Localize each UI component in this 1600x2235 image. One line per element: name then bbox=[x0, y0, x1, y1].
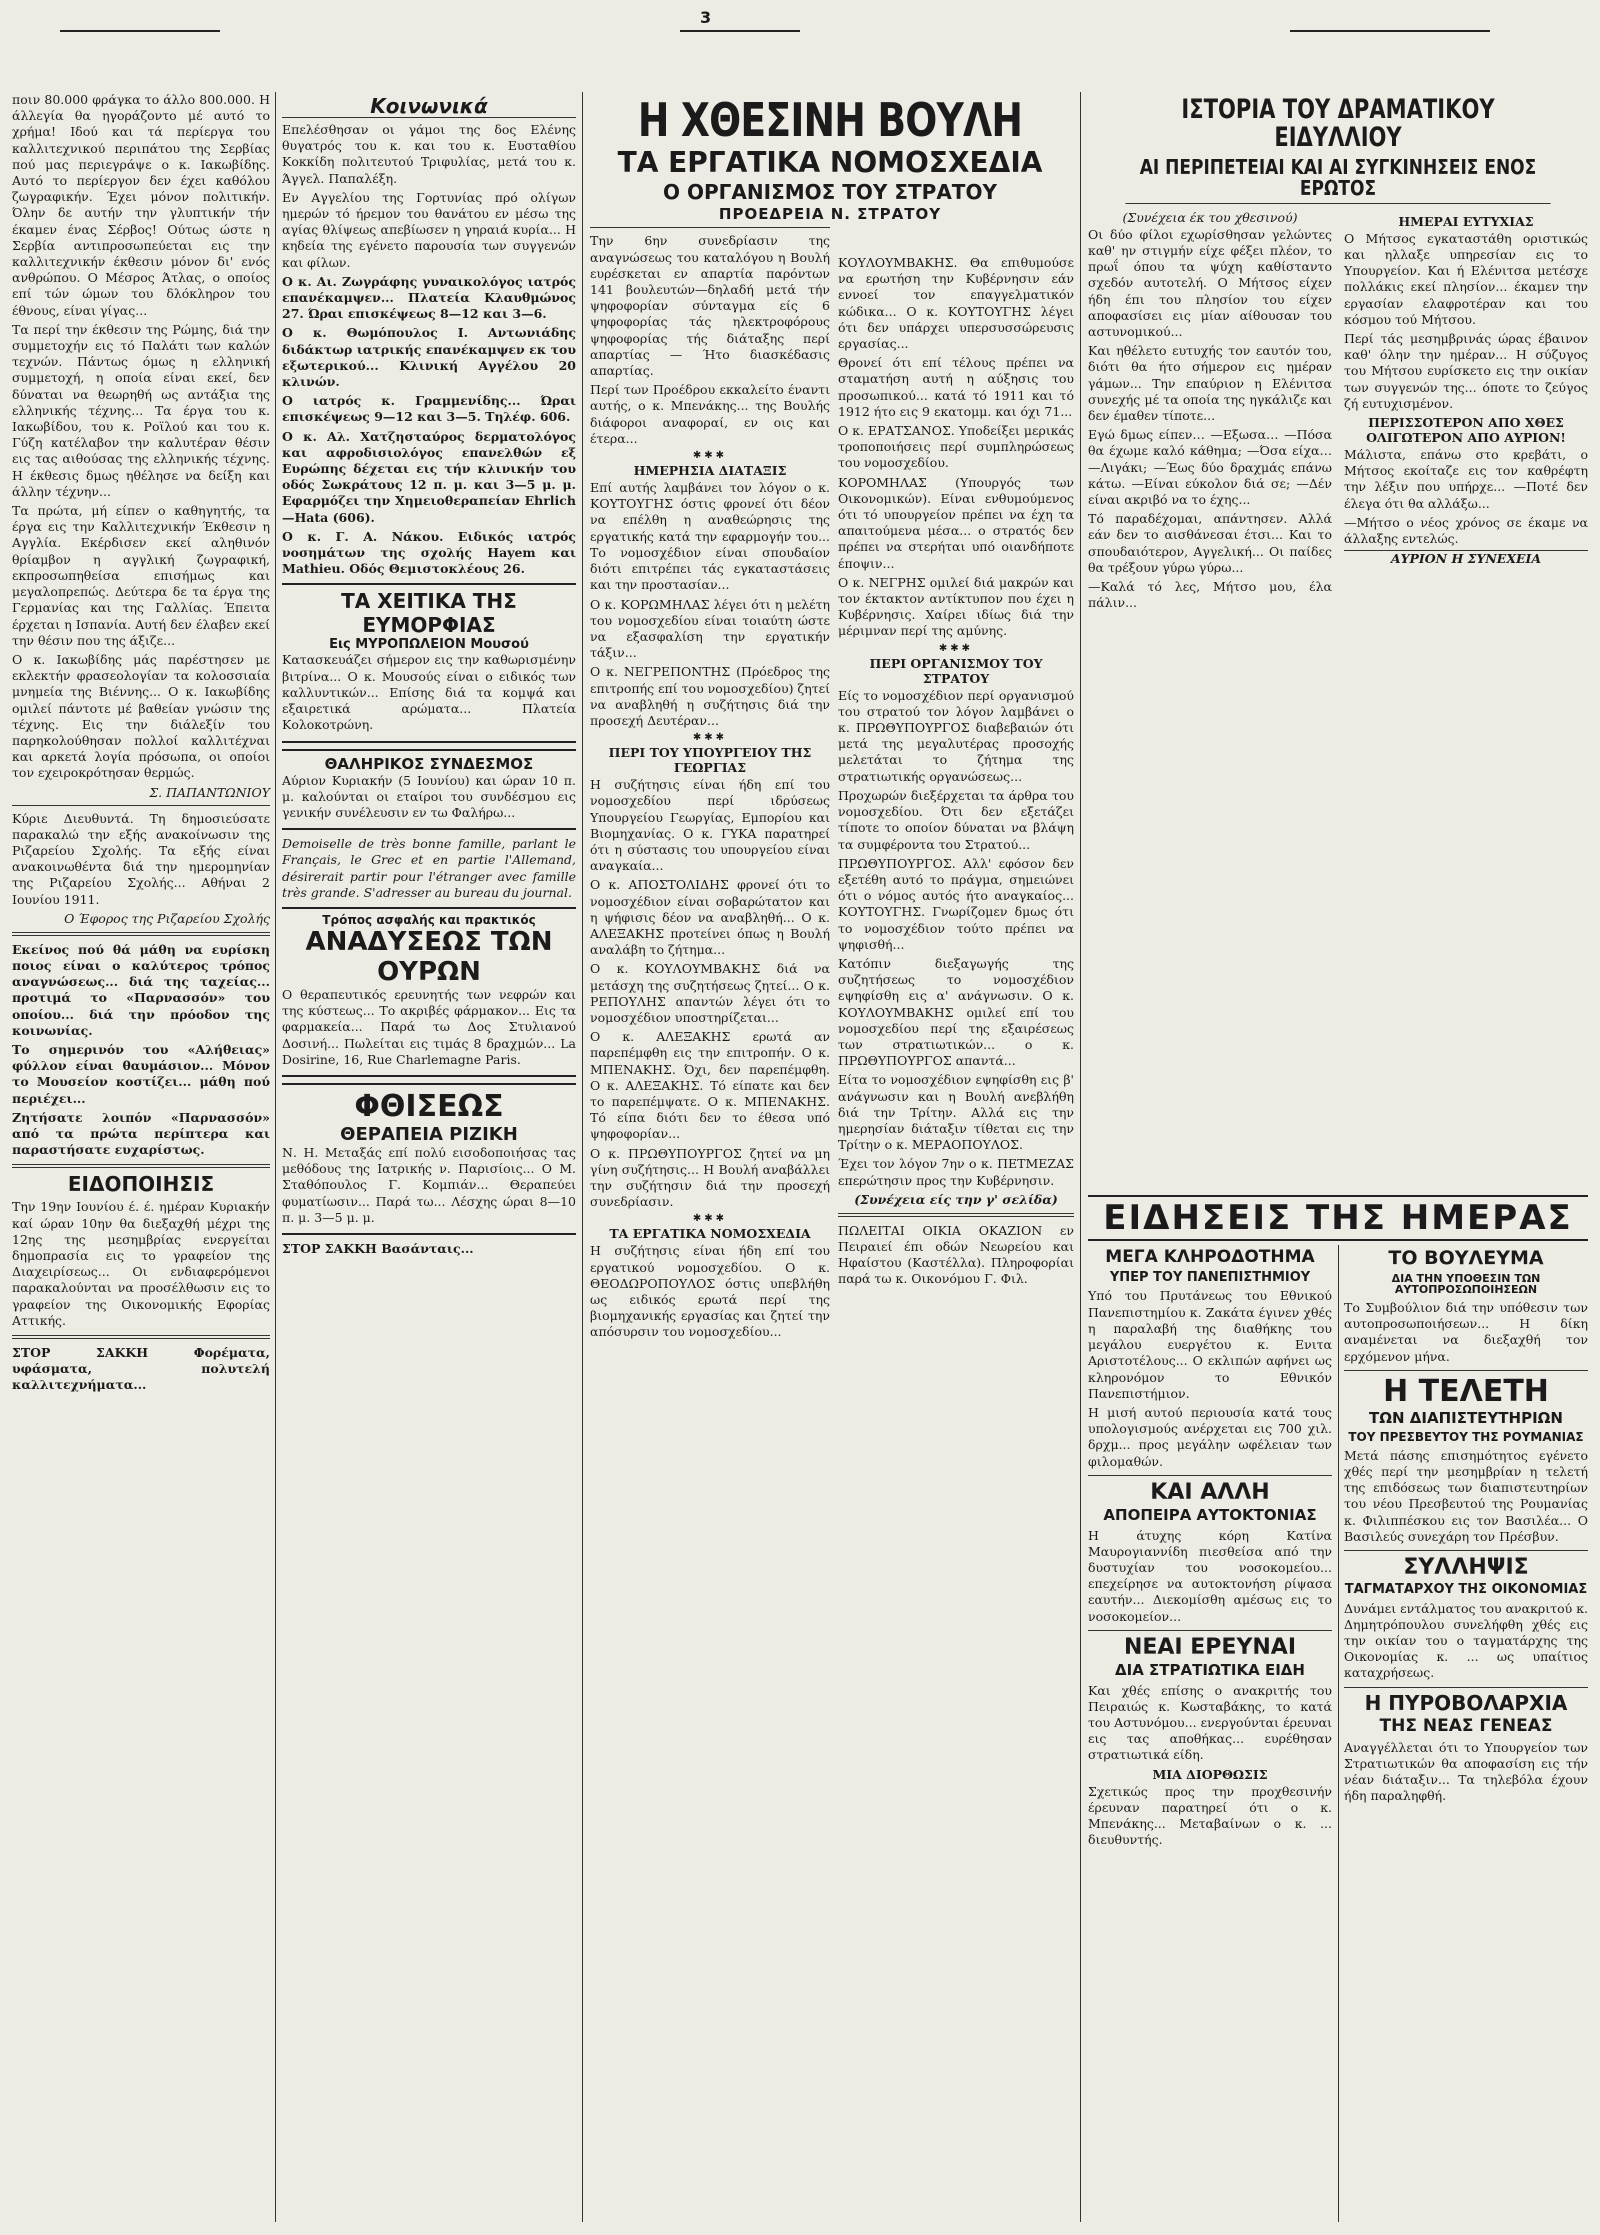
article-text: Την 6ην συνεδρίασιν της αναγνώσεως του καταλόγου η Βουλή ευρέσκεται εν απαρτία παρόντων 141 βουλευτών—δηλαδή μετά τήν ψηφοφορίαν σύνταγμα είς 6 ψηφοφορίας τάς ηλεκτροφόρους ψηφοφορίας τής διάταξης περί απαρτίας — Ήτο διασκέδασις απαρτίας. bbox=[590, 233, 830, 379]
signature: Ο Έφορος της Ριζαρείου Σχολής bbox=[64, 910, 270, 926]
news-text: Σχετικώς προς την προχθεσινήν έρευναν παρατηρεί ότι ο κ. Μπενάκης... Μεταβαίνων ο κ. ... διευθυντής. bbox=[1088, 1783, 1332, 1848]
news-title: ΝΕΑΙ ΕΡΕΥΝΑΙ bbox=[1123, 1634, 1297, 1660]
column-5-top bbox=[1088, 92, 1588, 1192]
top-rule bbox=[680, 30, 800, 32]
advertisement bbox=[282, 583, 576, 742]
continued-note: (Συνέχεια είς την γ' σελίδα) bbox=[854, 1191, 1058, 1207]
article-text: Ο κ. ΑΠΟΣΤΟΛΙΔΗΣ φρονεί ότι το νομοσχέδιον είναι σοβαρώτατον και η ψήφισις δέον να αναβληθή... Ο κ. ΑΛΕΞΑΚΗΣ προτείνει όπως η Βουλή αναλάβη το ζήτημα... bbox=[590, 877, 830, 958]
social-text: Εν Αγγελίου της Γορτυνίας πρό ολίγων ημερών τό ήρεμον του θανάτου εν μέσω της αγίας θλίψεως απεβίωσεν η γηραιά κυρία... Η κηδεία της εγένετο παρουσία των συγγενών και φίλων. bbox=[282, 189, 576, 270]
doctor-notice: Ο ιατρός κ. Γραμμενίδης... Ώραι επισκέψεως 9—12 και 3—5. Τηλέφ. 606. bbox=[282, 393, 576, 425]
sub-headline: ΠΡΟΕΔΡΕΙΑ Ν. ΣΤΡΑΤΟΥ bbox=[718, 204, 942, 223]
column-rule bbox=[275, 92, 276, 2222]
top-rule bbox=[1290, 30, 1490, 32]
ad-subtitle: Τρόπος ασφαλής και πρακτικός bbox=[322, 912, 536, 927]
article-text: Κύριε Διευθυντά. Τη δημοσιεύσατε παρακαλώ την εξής ανακοίνωσιν της Ριζαρείου Σχολής. Τα εξής είναι ανακοινωθέντα διά την ημερομηνίαν της Ριζαρείου Σχολής... Αθήναι 2 Ιουνίου 1911. bbox=[12, 810, 270, 907]
story-text: —Καλά τό λες, Μήτσο μου, έλα πάλιν... bbox=[1088, 578, 1332, 611]
sub-headline: ΤΑ ΕΡΓΑΤΙΚΑ ΝΟΜΟΣΧΕΔΙΑ bbox=[617, 146, 1043, 180]
ad-title: ΤΑ ΧΕΙΤΙΚΑ ΤΗΣ ΕΥΜΟΡΦΙΑΣ bbox=[341, 589, 517, 638]
serial-col-left bbox=[1088, 208, 1332, 615]
doctor-notice: Ο κ. Γ. Α. Νάκου. Ειδικός ιατρός νοσημάτων της σχολής Hayem και Mathieu. Οδός Θεμιστοκλέους 26. bbox=[282, 528, 576, 577]
divider bbox=[12, 1335, 270, 1339]
ad-title: ΑΝΑΔΥΣΕΩΣ ΤΩΝ ΟΥΡΩΝ bbox=[305, 926, 553, 987]
sub-headline: Ο ΟΡΓΑΝΙΣΜΟΣ ΤΟΥ ΣΤΡΑΤΟΥ bbox=[663, 179, 997, 204]
article-text: Ο κ. ΑΛΕΞΑΚΗΣ ερωτά αν παρεπέμφθη εις την επιτροπήν. Ο κ. ΜΠΕΝΑΚΗΣ. Όχι, δεν παρεπέμφθη. Ο κ. ΑΛΕΞΑΚΗΣ. Τό είπατε και δεν το παρεπέμψατε. Ο κ. ΜΠΕΝΑΚΗΣ. Τό είπα διότι δεν το έθεσα υπό ψηφοφορίαν... bbox=[590, 1029, 830, 1142]
news-subtitle: ΔΙΑ ΤΗΝ ΥΠΟΘΕΣΙΝ ΤΩΝ ΑΥΤΟΠΡΟΣΩΠΟΙΗΣΕΩΝ bbox=[1391, 1271, 1541, 1297]
news-title: ΜΕΓΑ ΚΛΗΡΟΔΟΤΗΜΑ bbox=[1105, 1247, 1315, 1267]
article-text: Η συζήτησις είναι ήδη επί του νομοσχεδίου περί ιδρύσεως Υπουργείου Γεωργίας, Εμπορίου και Βιομηχανίας. Ο κ. ΓΥΚΑ παρατηρεί ότι η σύστασις του υπουργείου είναι αναγκαία... bbox=[590, 777, 830, 874]
separator: ✱✱✱ bbox=[692, 450, 728, 462]
article-text: Προχωρών διεξέρχεται τα άρθρα του νομοσχεδίου. Ότι δεν εξετάζει τίποτε το οποίον δύναται να βλάψη τα συμφέροντα του Στρατού... bbox=[838, 787, 1074, 852]
serial-columns bbox=[1088, 208, 1588, 615]
section-heading: ΗΜΕΡΗΣΙΑ ΔΙΑΤΑΞΙΣ bbox=[633, 463, 787, 479]
article-text: Ο κ. ΕΡΑΤΣΑΝΟΣ. Υποδείξει μερικάς τροποποιήσεις περί συμπληρώσεως του νομοσχεδίου. bbox=[838, 423, 1074, 471]
article-text: Θρονεί ότι επί τέλους πρέπει να σταματήση αυτή η αύξησις του προσωπικού... κατά τό 1911 και τό 1912 ήτο εις 9 εκατομμ. και όχι 71... bbox=[838, 355, 1074, 419]
article-text: Ο κ. ΝΕΓΡΕΠΟΝΤΗΣ (Πρόεδρος της επιτροπής επί του νομοσχεδίου) ζητεί να αναβληθή η συζήτησις διά την προσεχή Δευτέραν... bbox=[590, 664, 830, 728]
news-title: ΣΥΛΛΗΨΙΣ bbox=[1403, 1554, 1529, 1580]
chapter-heading: ΠΕΡΙΣΣΟΤΕΡΟΝ ΑΠΟ ΧΘΕΣ ΟΛΙΓΩΤΕΡΟΝ ΑΠΟ ΑΥΡΙΟΝ! bbox=[1366, 414, 1566, 445]
news-text: Η μισή αυτού περιουσία κατά τους υπολογισμούς ανέρχεται εις 700 χιλ. δρχμ... προς μεγάλην ωφέλειαν των φιλομαθών. bbox=[1088, 1404, 1332, 1469]
doctor-notice: Ο κ. Θωμόπουλος Ι. Αντωνιάδης διδάκτωρ ιατρικής επανέκαμψεν εκ του εξωτερικού... Κλινική Αγγέλου 20 κλινών. bbox=[282, 325, 576, 390]
divider bbox=[1344, 1370, 1588, 1371]
news-title: Η ΠΥΡΟΒΟΛΑΡΧΙΑ bbox=[1364, 1690, 1568, 1715]
story-text: —Μήτσο ο νέος χρόνος σε έκαμε να άλλαξης εντελώς. bbox=[1344, 514, 1588, 546]
news-title: ΤΟ ΒΟΥΛΕΥΜΑ bbox=[1388, 1247, 1544, 1269]
section-heading: ΤΑ ΕΡΓΑΤΙΚΑ ΝΟΜΟΣΧΕΔΙΑ bbox=[609, 1226, 811, 1242]
divider bbox=[1344, 1687, 1588, 1688]
article-text: Ο κ. Ιακωβίδης μάς παρέστησεν με εκλεκτήν φρασεολογίαν τα κολοσσιαία μνημεία της Βιέννης... Ο κ. Ιακωβίδης ομιλεί πάντοτε μέ βαθείαν γνώσιν της τέχνης. Εις την διάλεξίν του παρηκολούθησαν πολλοί καλλιτέχναι και αρκετά λογία πρόσωπα, οι οποίοι τον εχειροκρότησαν θερμώς. bbox=[12, 651, 270, 781]
news-text: Αναγγέλλεται ότι το Υπουργείον των Στρατιωτικών θα αποφασίση εις τήν νέαν διάταξιν... Τα τηλεβόλα έχουν ήδη παραληφθή. bbox=[1344, 1739, 1588, 1804]
article-text: Κατόπιν διεξαγωγής της συζητήσεως το νομοσχέδιον εψηφίσθη εις α' ανάγνωσιν. Ο κ. ΚΟΥΛΟΥΜΒΑΚΗΣ ομιλεί επί του νομοσχεδίου περί της εξαιρέσεως των στρατιωτικών... ο κ. ΠΡΩΘΥΠΟΥΡΓΟΣ απαντά... bbox=[838, 955, 1074, 1069]
chapter-heading: ΗΜΕΡΑΙ ΕΥΤΥΧΙΑΣ bbox=[1398, 213, 1534, 229]
page-number: 3 bbox=[700, 8, 712, 27]
column-5-news-left bbox=[1088, 1245, 1332, 2222]
serial-col-right bbox=[1344, 208, 1588, 615]
article-text: Τα περί την έκθεσιν της Ρώμης, διά την συμμετοχήν εις τό Παλάτι των καλών τεχνών. Πάντως όμως η ελληνική συμμετοχή, η οποία είναι εκεί, δεν δύναται να θεωρηθή ως αντάξια της ελληνικής τέχνης... Τα έργα του κ. Ιακωβίδου, του κ. Ροϊλού και του κ. Γύζη κατέλαβον την καλυτέραν θέσιν εις τας αιθούσας της ελληνικής τέχνης. Η έκθεσις δμως ηθέλησε να δείξη και άλλην τέχνην... bbox=[12, 321, 270, 499]
article-text: ΠΡΩΘΥΠΟΥΡΓΟΣ. Αλλ' εφόσον δεν εξετέθη αυτό το πράγμα, σημειώνει ότι ο νόμος αυτός ήτο αναγκαίος... ΚΟΥΤΟΥΓΗΣ. Γνωρίζομεν δμως ότι το νομοσχέδιον τούτο πρέπει να ψηφισθή... bbox=[838, 855, 1074, 952]
social-text: Επελέσθησαν οι γάμοι της δος Ελένης θυγατρός του κ. και του κ. Ευσταθίου Κοκκίδη πολιτευτού Τριφυλίας, μετά του κ. Άγγελ. Παπαλέξη. bbox=[282, 122, 576, 186]
story-text: Εγώ δμως είπεν… —Εξωσα… —Πόσα θα έχωμε καλό κάθημα; —Όσα είχα… —Λιγάκι; —Έως δύο δραχμάς επάνω κάτω. —Είναι εύκολον διά σε; —Δέν είναι ακριβό να το έχης... bbox=[1088, 427, 1332, 507]
news-title: ΚΑΙ ΑΛΛΗ bbox=[1150, 1479, 1270, 1505]
advertisement-text: ΣΤΟΡ ΣΑΚΚΗ Φορέματα, υφάσματα, πολυτελή καλλιτεχνήματα... bbox=[12, 1345, 270, 1393]
tomorrow-note: ΑΥΡΙΟΝ Η ΣΥΝΕΧΕΙΑ bbox=[1344, 550, 1588, 566]
section-heading: ΠΕΡΙ ΟΡΓΑΝΙΣΜΟΥ ΤΟΥ ΣΤΡΑΤΟΥ bbox=[869, 655, 1043, 686]
divider bbox=[12, 805, 270, 806]
top-rule bbox=[60, 30, 220, 32]
ad-subtitle: ΘΕΡΑΠΕΙΑ ΡΙΖΙΚΗ bbox=[340, 1123, 518, 1145]
story-text: Μάλιστα, επάνω στο κρεβάτι, ο Μήτσος εκοίταζε εις τον καθρέφτη την λέξιν που υπήρχε... —Ποτέ δεν έλεγα ότι θα αλλάξω... bbox=[1344, 446, 1588, 511]
article-text: Επί αυτής λαμβάνει τον λόγον ο κ. ΚΟΥΤΟΥΓΗΣ όστις φρονεί ότι δέον να επέλθη η αναθεώρησις της εργατικής κατά την εφαρμογήν του... Το νομοσχέδιον είναι σπουδαίον διότι επιτρέπει τάς εγκαταστάσεις και την προστασίαν... bbox=[590, 480, 830, 593]
notice-title: ΕΙΔΟΠΟΙΗΣΙΣ bbox=[67, 1172, 215, 1197]
article-text: ΚΟΥΛΟΥΜΒΑΚΗΣ. Θα επιθυμούσε να ερωτήση την Κυβέρνησιν εάν εννοεί τον επαγγελματικόν κώδικα... Ο κ. ΚΟΥΤΟΥΓΗΣ λέγει ότι δεν υπάρχει υπερσυσσώρευσις εργασίας... bbox=[838, 255, 1074, 352]
article-text: Έχει τον λόγον 7ην ο κ. ΠΕΤΜΕΖΑΣ επερώτησιν προς την Κυβέρνησιν. bbox=[838, 1156, 1074, 1188]
news-text: Μετά πάσης επισημότητος εγένετο χθές περί την μεσημβρίαν η τελετή της επιδόσεως των διαπιστευτηρίων του νέου Πρεσβευτού της Ρουμανίας κ. Φιλιππέσκου εις τον Βασιλέα... Ο Βασιλεύς συνεχάρη τον Πρέσβυν. bbox=[1344, 1447, 1588, 1544]
serial-title: ΙΣΤΟΡΙΑ ΤΟΥ ΔΡΑΜΑΤΙΚΟΥ ΕΙΔΥΛΛΙΟΥ bbox=[1181, 94, 1495, 154]
article-text: Ο κ. ΚΟΥΛΟΥΜΒΑΚΗΣ διά να μετάσχη της συζητήσεως ζητεί... Ο κ. ΡΕΠΟΥΛΗΣ απαντών λέγει ότι το νομοσχέδιον υποστηρίζεται... bbox=[590, 961, 830, 1025]
separator: ✱✱✱ bbox=[692, 732, 728, 744]
continued-note: (Συνέχεια έκ του χθεσινού) bbox=[1122, 209, 1298, 225]
section-title: Κοινωνικά bbox=[282, 96, 576, 118]
column-5-news-right bbox=[1344, 1245, 1588, 2222]
ad-title: ΘΑΛΗΡΙΚΟΣ ΣΥΝΔΕΣΜΟΣ bbox=[324, 754, 534, 773]
news-subtitle: ΤΗΣ ΝΕΑΣ ΓΕΝΕΑΣ bbox=[1379, 1715, 1553, 1736]
advertisement-text: Το σημερινόν του «Αλήθειας» φύλλον είναι θαυμάσιον... Μόνον το Μουσείον κοστίζει... μάθη πού περιέχει... bbox=[12, 1041, 270, 1106]
story-text: Και ηθέλετο ευτυχής τον εαυτόν του, διότι θα ήτο σήμερον εις ημέραν γάμων... Την επαύριον η Ελένιτσα συνεχής μέ τα οποία της ηγκάλιζε και δεν έμαθεν τίποτε... bbox=[1088, 343, 1332, 423]
advertisement-text: ΣΤΟΡ ΣΑΚΚΗ Βασάνταις... bbox=[282, 1240, 474, 1256]
advertisement-text: Εκείνος πού θά μάθη να ευρίσκη ποιος είναι ο καλύτερος τρόπος αναγνώσεως... διά της ταχείας... προτιμά το «Παρνασσόν» του οποίου... διά την πρόοδον της κοινωνίας. bbox=[12, 941, 270, 1038]
main-headline: Η ΧΘΕΣΙΝΗ ΒΟΥΛΗ bbox=[637, 93, 1023, 147]
news-text: Και χθές επίσης ο ανακριτής του Πειραιώς κ. Κωσταβάκης, το κατά του Αστυνόμου... ενεργούνται έρευναι εις τας αποθήκας... ευρέθησαν στρατιωτικά είδη. bbox=[1088, 1682, 1332, 1763]
ad-subtitle: Εις ΜΥΡΟΠΩΛΕΙΟΝ Μουσού bbox=[329, 637, 529, 653]
column-rule bbox=[1080, 92, 1081, 2222]
news-title: ΜΙΑ ΔΙΟΡΘΩΣΙΣ bbox=[1152, 1766, 1268, 1782]
column-1 bbox=[12, 92, 270, 2222]
article-text: Είς το νομοσχέδιον περί οργανισμού του στρατού τον λόγον λαμβάνει ο κ. ΠΡΩΘΥΠΟΥΡΓΟΣ διαβεβαιών ότι μετά της μεγαλυτέρας προσοχής μελετάται το ζήτημα της στρατιωτικής οργανώσεως... bbox=[838, 687, 1074, 784]
news-subtitle: ΤΟΥ ΠΡΕΣΒΕΥΤΟΥ ΤΗΣ ΡΟΥΜΑΝΙΑΣ bbox=[1348, 1430, 1584, 1445]
advertisement-text: Ζητήσατε λοιπόν «Παρνασσόν» από τα πρώτα περίπτερα και παραστήσατε ευχαρίστως. bbox=[12, 1109, 270, 1158]
separator: ✱✱✱ bbox=[938, 642, 974, 654]
article-text: Ο κ. ΝΕΓΡΗΣ ομιλεί διά μακρών και τον έκτακτον αντίκτυπον που έχει η Κυβέρνησις. Χαίρει ιδίως διά την μέριμναν περί της αμύνης. bbox=[838, 574, 1074, 639]
column-rule bbox=[582, 92, 583, 2222]
divider bbox=[1088, 1475, 1332, 1476]
classified-ad: ΠΩΛΕΙΤΑΙ ΟΙΚΙΑ ΟΚΑΖΙΟΝ εν Πειραιεί έπι οδών Νεωρείου και Ηφαίστου (Καστέλλα). Πληροφορίαι παρά τω κ. Οικονόμου Γ. Φιλ. bbox=[838, 1222, 1074, 1287]
news-subtitle: ΑΠΟΠΕΙΡΑ ΑΥΤΟΚΤΟΝΙΑΣ bbox=[1103, 1505, 1317, 1524]
classified-french: Demoiselle de très bonne famille, parlant le Français, le Grec et en partie l'Allemand, désirerait partir pour l'étranger avec famille très grande. S'adresser au bureau du journal. bbox=[282, 836, 576, 900]
news-subtitle: ΤΩΝ ΔΙΑΠΙΣΤΕΥΤΗΡΙΩΝ bbox=[1369, 1409, 1563, 1428]
article-text: Είτα το νομοσχέδιον εψηφίσθη εις β' ανάγνωσιν και η Βουλή ανεβλήθη διά την Τρίτην. Αλλά εις την ημερησίαν διάταξιν τίθεται εις την Τρίτην ο κ. ΜΕΡΑΟΠΟΥΛΟΣ. bbox=[838, 1072, 1074, 1153]
news-title: Η ΤΕΛΕΤΗ bbox=[1383, 1373, 1549, 1409]
article-text: Ο κ. ΠΡΩΘΥΠΟΥΡΓΟΣ ζητεί να μη γίνη συζήτησις... Η Βουλή αναβάλλει την συζήτησιν διά την προσεχή συνεδρίασιν. bbox=[590, 1145, 830, 1210]
ad-title: ΦΘΙΣΕΩΣ bbox=[354, 1088, 504, 1124]
article-text: Περί των Προέδρου εκκαλείτο έναντι αυτής, ο κ. Μπενάκης... της Βουλής διάφοροι αναφοραί, εν οις και έτερα... bbox=[590, 382, 830, 446]
article-text: ΚΟΡΟΜΗΛΑΣ (Υπουργός των Οικονομικών). Είναι ενθυμούμενος ότι τό υπουργείον πρέπει να έχη τα απαιτούμενα μέσα... ο στρατός δεν πρέπει να στερήται υπό οιανδήποτε έποψιν... bbox=[838, 474, 1074, 571]
news-text: Δυνάμει εντάλματος του ανακριτού κ. Δημητρόπουλου συνελήφθη χθές εις την οικίαν του ο ταγματάρχης της Οικονομίας κ. ... ως υπαίτιος καταχρήσεως. bbox=[1344, 1600, 1588, 1681]
article-text: Η συζήτησις είναι ήδη επί του εργατικού νομοσχεδίου. Ο κ. ΘΕΟΔΩΡΟΠΟΥΛΟΣ όστις υπεβλήθη ως ειδικός ερωτά περί της βιομηχανικής εργασίας και ζητεί την απόσυρσιν του νομοσχεδίου... bbox=[590, 1243, 830, 1340]
story-text: Ο Μήτσος εγκαταστάθη οριστικώς και ηλλαξε υπηρεσίαν εις το Υπουργείον. Και ή Ελένιτσα μετέσχε πολλάκις εκεί πλησίον... έκαμεν την εργασίαν ελαφροτέραν και του κόσμου τού Μήτσου. bbox=[1344, 230, 1588, 327]
news-banner: ΕΙΔΗΣΕΙΣ ΤΗΣ ΗΜΕΡΑΣ bbox=[1088, 1195, 1588, 1241]
advertisement bbox=[282, 907, 576, 1077]
article-text: ποιν 80.000 φράγκα το άλλο 800.000. Η άλλεγία θα ηγοράζοντο μέ αυτό το χρήμα! Ιδού και τά περίεργα του καλλιτεχνικού περιπάτου της Σερβίας πού μας περιεγράψε ο κ. Ιακωβίδης. Αυτό το περίεργον δεν έχει καθόλου ζωγραφικήν. Έχει μόνον πολιτικήν. Όλην δε αυτήν την γλυπτικήν τήν έκαμεν ένας Σέρβος! Ούτως ώστε η Σερβία αντιπροσωπεύεται εις την καλλιτεχνικήν έκθεσιν μόνον δι' ενός ανθρώπου. Ο Μέσρος Άτλας, ο οποίος επί τών ώμων του δλόκληρον του έθνους, είναι γίγας... bbox=[12, 92, 270, 318]
column-rule bbox=[1338, 1245, 1339, 2222]
ad-text: Ν. Η. Μεταξάς επί πολύ εισοδοποιήσας τας μεθόδους της Ιατρικής ν. Παρισίοις... Ο Μ. Σταθόπουλος Γ. Κομπιάν... Θεραπεύει φυματίωσιν... Παρά τω... Λέσχης ώραι 8—10 π. μ. 3—5 μ. μ. bbox=[282, 1144, 576, 1225]
advertisement bbox=[282, 749, 576, 831]
story-text: Οι δύο φίλοι εχωρίσθησαν γελώντες καθ' ην στιγμήν είχε φέξει πλέον, το πρωΐ όπου τα ψύχη καθίσταντο σχεδόν αυτοτελή. Ο Μήτσος είχεν ήδη έπι του πλησίον του είχεν αποφασίσει εις μίαν αίθουσαν του αστυνομικού... bbox=[1088, 226, 1332, 339]
doctor-notice: Ο κ. Αι. Ζωγράφης γυναικολόγος ιατρός επανέκαμψεν... Πλατεία Κλαυθμώνος 27. Ώραι επισκέψεως 8—12 και 3—6. bbox=[282, 273, 576, 322]
article-text: Τα πρώτα, μή είπεν ο καθηγητής, τα έργα εις την Καλλιτεχνικήν Έκθεσιν η Αγγλία. Εκέρδισεν εκεί αληθινόν θρίαμβον η αγγλική ζωγραφική, εκπροσωπηθείσα επισήμως και μεγαλοπρεπώς. Δεύτερα δε τα έργα της Γερμανίας και της Γαλλίας. Έπειτα έρχεται η Ισπανία. Αυτή δεν έλαβεν εκεί την θέσιν που της άξιζε... bbox=[12, 503, 270, 648]
divider bbox=[1088, 1630, 1332, 1631]
divider bbox=[1344, 1550, 1588, 1551]
ad-text: Αύριον Κυριακήν (5 Ιουνίου) και ώραν 10 π. μ. καλούνται οι εταίροι του συνδέσμου εις γενικήν συνέλευσιν εν τω Φαλήρω... bbox=[282, 772, 576, 820]
ad-text: Κατασκευάζει σήμερον εις την καθωρισμένην βιτρίνα... Ο κ. Μουσούς είναι ο ειδικός των καλλυντικών... Επίσης διά τα κομψά και εξαιρετικά αρώματα... Πλατεία Κολοκοτρώνη. bbox=[282, 652, 576, 733]
story-text: Περί τάς μεσημβρινάς ώρας έβαινον καθ' όλην την ημέραν... Η σύζυγος του Μήτσου ευρίσκετο εις την οικίαν των συγγενών της... όποτε το ζεύγος ζή ευτυχισμένον. bbox=[1344, 330, 1588, 411]
separator: ✱✱✱ bbox=[692, 1213, 728, 1225]
doctor-notice: Ο κ. Αλ. Χατζησταύρος δερματολόγος και αφροδισιολόγος επανελθών εξ Ευρώπης δέχεται εις τήν κλινικήν του οδός Σωκράτους 12 π. μ. και 3—5 μ. μ. Εφαρμόζει την Χημειοθεραπείαν Ehrlich—Hata (606). bbox=[282, 428, 576, 525]
news-text: Η άτυχης κόρη Κατίνα Μαυρογιαννίδη πιεσθείσα από την δυστυχίαν του νοσοκομείου... επεχείρησε να αυτοκτονήση ρίψασα εαυτήν... Διεκομίσθη αμέσως εις το νοσοκομείον... bbox=[1088, 1527, 1332, 1624]
headline-block bbox=[590, 93, 1070, 223]
news-text: Το Συμβούλιον διά την υπόθεσιν των αυτοπροσωποιήσεων... Η δίκη αναμένεται να διεξαχθή τον ερχόμενον μήνα. bbox=[1344, 1300, 1588, 1364]
news-text: Υπό του Πρυτάνεως του Εθνικού Πανεπιστημίου κ. Ζακάτα έγινεν χθές η παραλαβή της διαθήκης του μεγάλου ευεργέτου κ. Ενιτα Αριστοτέλους... Ο εκλιπών αφήνει ως κληρονόμον το Εθνικόν Πανεπιστήμιον. bbox=[1088, 1288, 1332, 1401]
divider bbox=[590, 227, 830, 228]
divider bbox=[12, 932, 270, 936]
column-2 bbox=[282, 92, 576, 2222]
news-subtitle: ΤΑΓΜΑΤΑΡΧΟΥ ΤΗΣ ΟΙΚΟΝΟΜΙΑΣ bbox=[1344, 1582, 1588, 1597]
divider bbox=[12, 1164, 270, 1168]
news-subtitle: ΥΠΕΡ ΤΟΥ ΠΑΝΕΠΙΣΤΗΜΙΟΥ bbox=[1109, 1269, 1311, 1285]
column-4 bbox=[838, 255, 1074, 2222]
section-heading: ΠΕΡΙ ΤΟΥ ΥΠΟΥΡΓΕΙΟΥ ΤΗΣ ΓΕΩΡΓΙΑΣ bbox=[608, 745, 812, 776]
story-text: Τό παραδέχομαι, απάντησεν. Αλλά εάν δεν το αισθάνεσαι έτσι... Και το σπουδαιότερον, Αγγελική... Οι παίδες θα τρέξουν γύρω γύρω... bbox=[1088, 511, 1332, 575]
signature: Σ. ΠΑΠΑΝΤΩΝΙΟΥ bbox=[149, 784, 270, 800]
serial-subtitle: ΑΙ ΠΕΡΙΠΕΤΕΙΑΙ ΚΑΙ ΑΙ ΣΥΓΚΙΝΗΣΕΙΣ ΕΝΟΣ ΕΡΩΤΟΣ bbox=[1126, 157, 1551, 204]
divider bbox=[838, 1213, 1074, 1217]
article-text: Ο κ. ΚΟΡΩΜΗΛΑΣ λέγει ότι η μελέτη του νομοσχεδίου είναι τοιαύτη ώστε να εξασφαλίση την εργατικήν τάξιν... bbox=[590, 596, 830, 661]
ad-text: Ο θεραπευτικός ερευνητής των νεφρών και της κύστεως... Το ακριβές φάρμακον... Εις τα φαρμακεία... Παρά τω Δος Στυλιανού Δοσινή... Πωλείται εις τιμάς 8 δραχμών... La Dosirine, 16, Rue Charlemagne Paris. bbox=[282, 986, 576, 1067]
news-subtitle: ΔΙΑ ΣΤΡΑΤΙΩΤΙΚΑ ΕΙΔΗ bbox=[1115, 1660, 1305, 1679]
notice-text: Την 19ην Ιουνίου έ. έ. ημέραν Κυριακήν καί ώραν 10ην θα διεξαχθή μέχρι της 12ης της μεσημβρίας ενεργείται δημοπρασία εις το γραφείον της Διαχειρίσεως... Οι ενδιαφερόμενοι παρακαλούνται να προσέλθωσιν εις το γραφείον της Οικονομικής Εφορίας Αττικής. bbox=[12, 1199, 270, 1328]
advertisement bbox=[282, 1083, 576, 1235]
